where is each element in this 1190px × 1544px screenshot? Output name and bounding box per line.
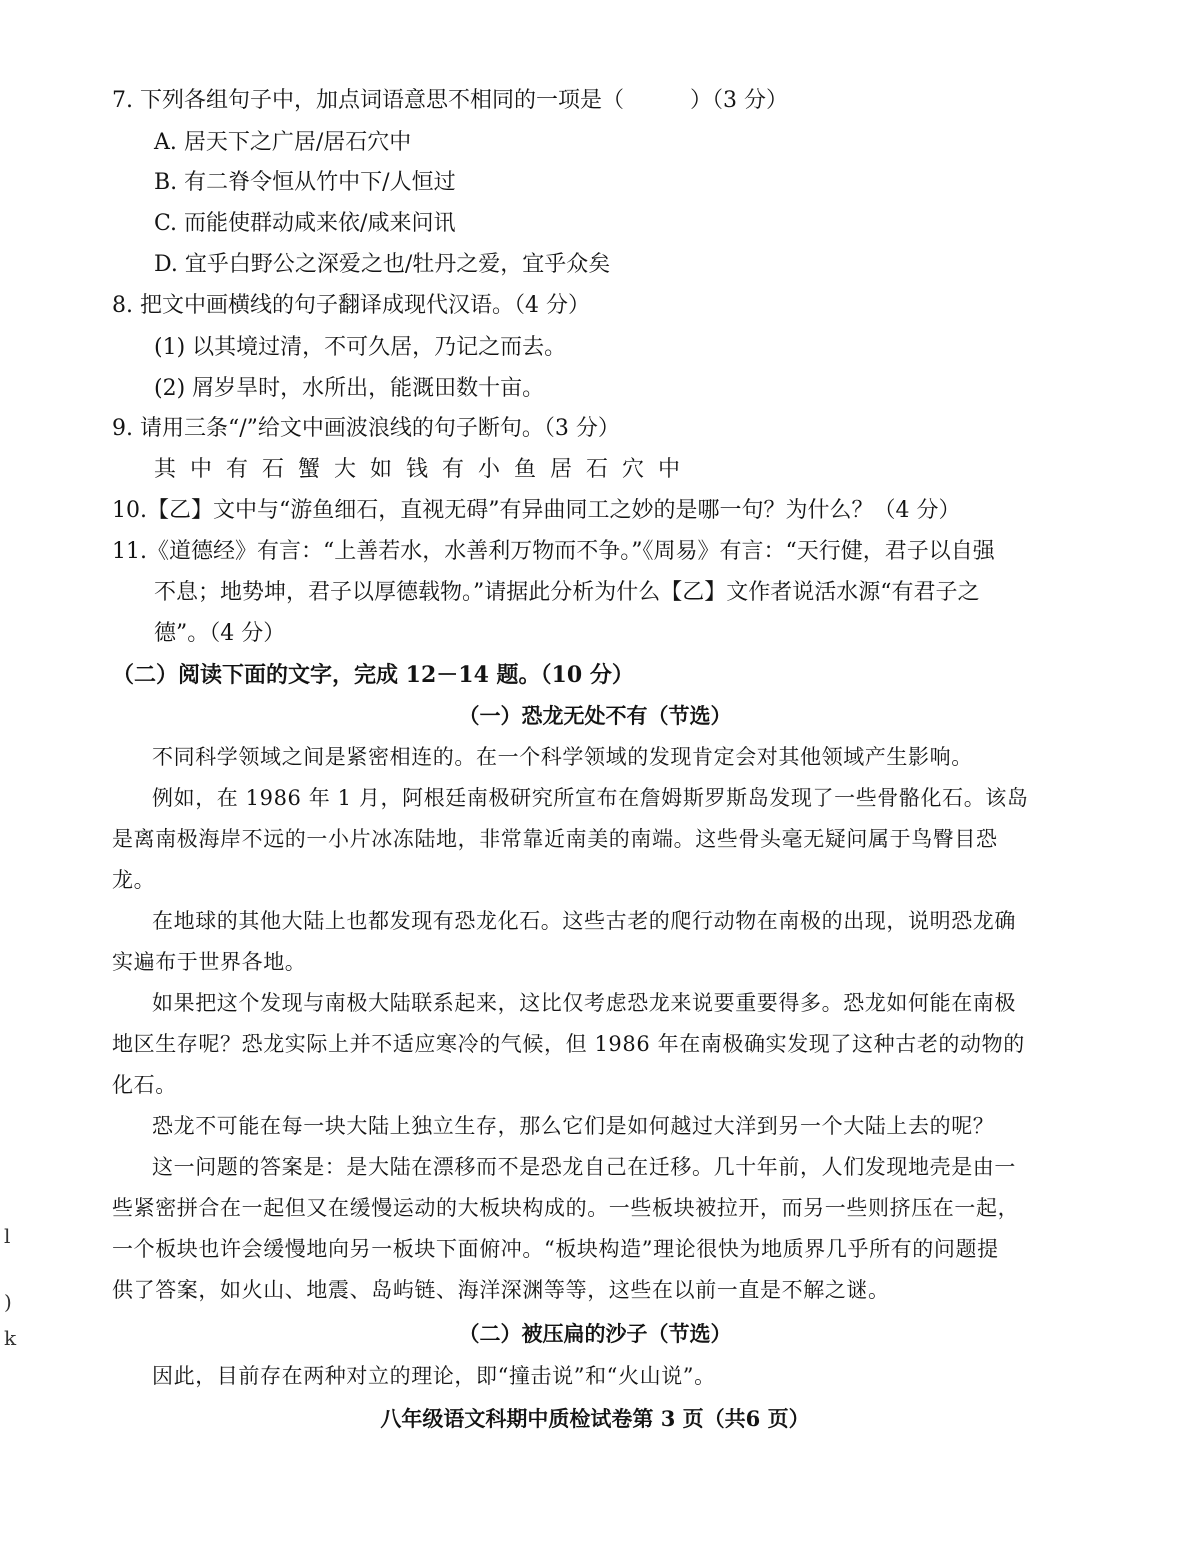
margin-mark: l (4, 1224, 11, 1248)
q7-option-c: C. 而能使群动咸来依/咸来问讯 (154, 211, 456, 236)
q9-stem: 9. 请用三条“/”给文中画波浪线的句子断句。（3 分） (112, 416, 620, 441)
section-2-heading: （二）阅读下面的文字，完成 12－14 题。（10 分） (112, 662, 634, 688)
q7-option-d: D. 宜乎白野公之深爱之也/牡丹之爱，宜乎众矣 (154, 252, 611, 277)
q7-option-b: B. 有二脊令恒从竹中下/人恒过 (154, 170, 456, 195)
passage-line: 实遍布于世界各地。 (112, 950, 307, 974)
q11-line-2: 不息；地势坤，君子以厚德载物。”请据此分析为什么【乙】文作者说活水源“有君子之 (154, 580, 980, 605)
q7-stem: 7. 下列各组句子中，加点词语意思不相同的一项是（ ）（3 分） (112, 88, 788, 113)
q9-sentence: 其中有石蟹大如钱有小鱼居石穴中 (154, 457, 695, 482)
passage-line: 是离南极海岸不远的一小片冰冻陆地，非常靠近南美的南端。这些骨头毫无疑问属于鸟臀目恐 (112, 827, 998, 851)
passage-line: 一个板块也许会缓慢地向另一板块下面俯冲。“板块构造”理论很快为地质界几乎所有的问题提 (112, 1237, 999, 1261)
passage-line: 这一问题的答案是：是大陆在漂移而不是恐龙自己在迁移。几十年前，人们发现地壳是由一 (152, 1155, 1016, 1179)
margin-mark: k (4, 1326, 17, 1350)
passage-line: 恐龙不可能在每一块大陆上独立生存，那么它们是如何越过大洋到另一个大陆上去的呢？ (152, 1114, 995, 1138)
passage-line: 供了答案，如火山、地震、岛屿链、海洋深渊等等，这些在以前一直是不解之谜。 (112, 1278, 890, 1302)
passage-2-line: 因此，目前存在两种对立的理论，即“撞击说”和“火山说”。 (152, 1364, 716, 1388)
q8-item-1: (1) 以其境过清，不可久居，乃记之而去。 (154, 335, 567, 360)
passage-line: 不同科学领域之间是紧密相连的。在一个科学领域的发现肯定会对其他领域产生影响。 (152, 745, 973, 769)
passage-line: 化石。 (112, 1073, 177, 1097)
q8-stem: 8. 把文中画横线的句子翻译成现代汉语。（4 分） (112, 293, 590, 318)
q10-stem: 10.【乙】文中与“游鱼细石，直视无碍”有异曲同工之妙的是哪一句？为什么？（4 分） (112, 498, 961, 523)
margin-mark: ) (4, 1290, 12, 1314)
passage-line: 例如，在 1986 年 1 月，阿根廷南极研究所宣布在詹姆斯罗斯岛发现了一些骨骼化石。该岛 (152, 786, 1029, 810)
passage-line: 在地球的其他大陆上也都发现有恐龙化石。这些古老的爬行动物在南极的出现，说明恐龙确 (152, 909, 1016, 933)
passage-line: 龙。 (112, 868, 156, 892)
passage-line: 如果把这个发现与南极大陆联系起来，这比仅考虑恐龙来说要重要得多。恐龙如何能在南极 (152, 991, 1016, 1015)
q11-line-1: 11.《道德经》有言：“上善若水，水善利万物而不争。”《周易》有言：“天行健，君子以自强 (112, 539, 995, 564)
passage-1-title: （一）恐龙无处不有（节选） (458, 703, 732, 728)
q11-line-3: 德”。（4 分） (154, 621, 286, 646)
page-footer: 八年级语文科期中质检试卷第 3 页（共6 页） (380, 1406, 810, 1431)
q8-item-2: (2) 屑岁旱时，水所出，能溉田数十亩。 (154, 376, 545, 401)
q7-option-a: A. 居天下之广居/居石穴中 (154, 130, 412, 155)
passage-line: 些紧密拼合在一起但又在缓慢运动的大板块构成的。一些板块被拉开，而另一些则挤压在一起， (112, 1196, 1020, 1220)
passage-line: 地区生存呢？恐龙实际上并不适应寒冷的气候，但 1986 年在南极确实发现了这种古老的动物的 (112, 1032, 1025, 1056)
passage-2-title: （二）被压扁的沙子（节选） (458, 1321, 732, 1346)
